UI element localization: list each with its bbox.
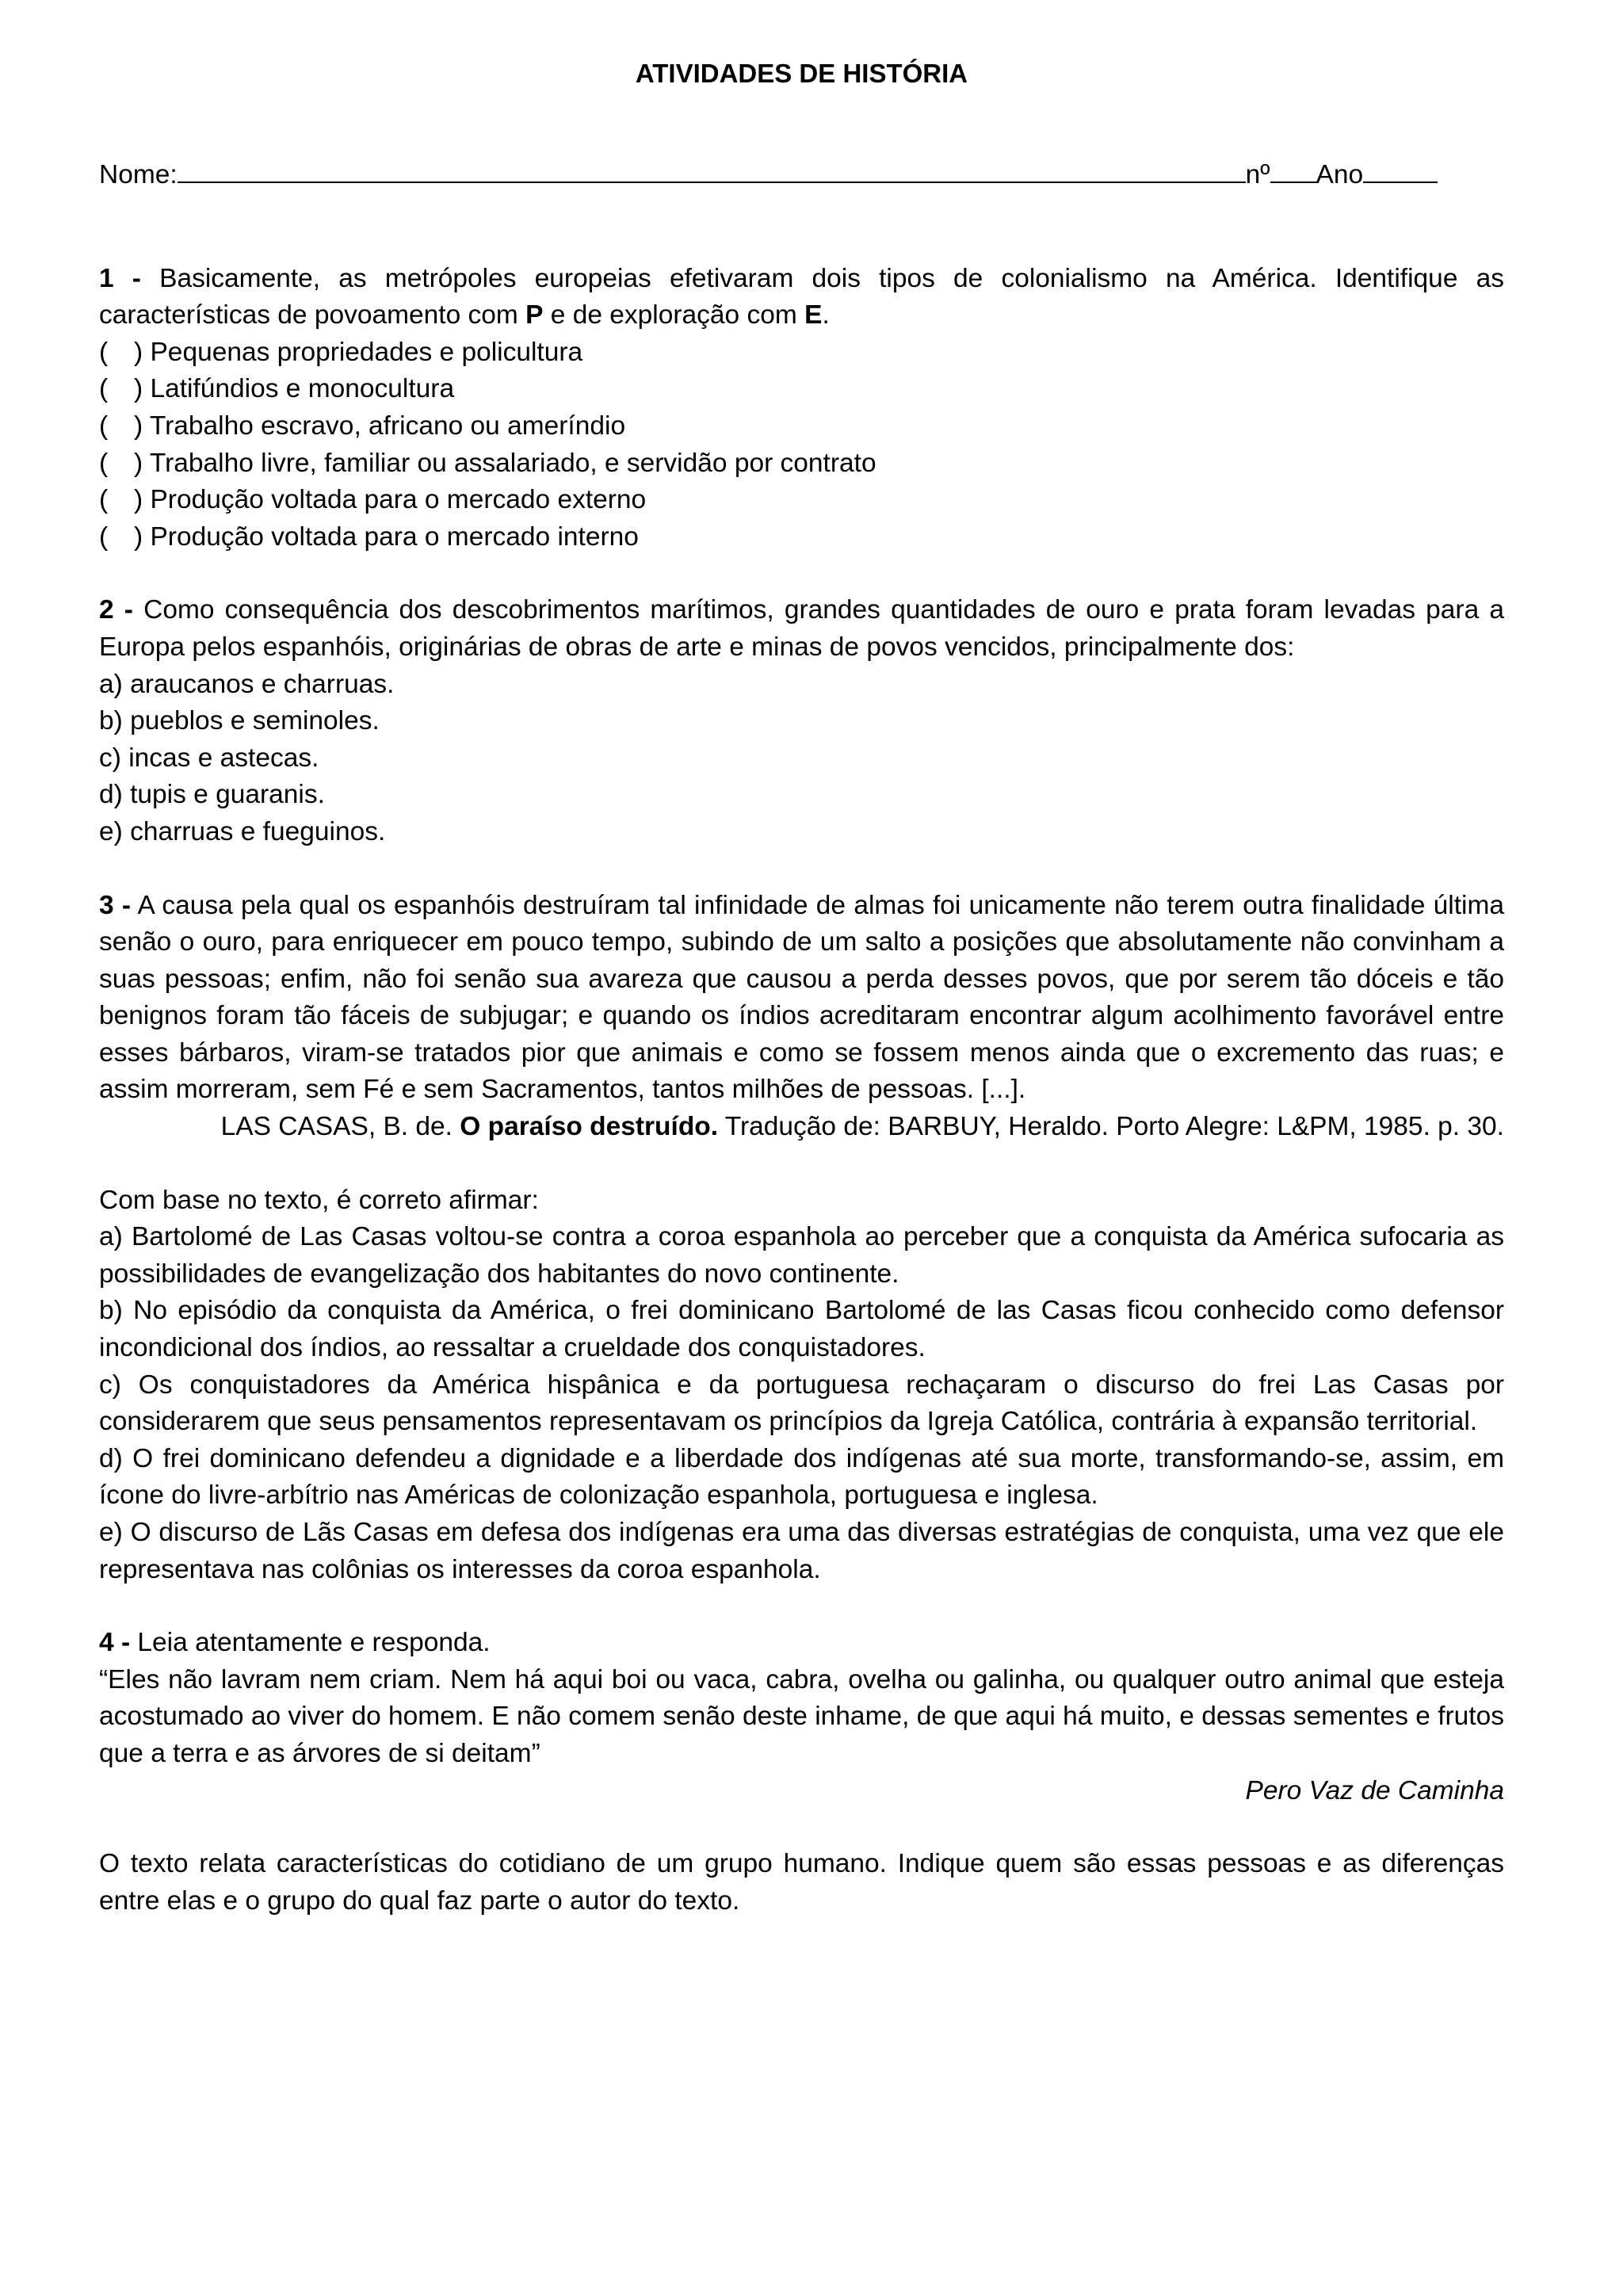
q1-option[interactable] xyxy=(99,371,1504,408)
q1-option[interactable] xyxy=(99,408,1504,445)
q2-option-e[interactable]: e) charruas e fueguinos. xyxy=(99,816,386,846)
answer-paren: ( xyxy=(99,448,109,478)
student-info-line xyxy=(99,157,1446,194)
q1-option[interactable] xyxy=(99,334,1504,372)
question-3-number: 3 - xyxy=(99,890,132,920)
question-1-number: 1 - xyxy=(99,263,141,293)
question-4-quote: “Eles não lavram nem criam. Nem há aqui boi ou vaca, cabra, ovelha ou galinha, ou qualquer outro animal que esteja acostumado ao viver do homem. E não comem senão deste inhame, de que aqui há muito, e dessas sementes e frutos que a terra e as árvores de si deitam” xyxy=(99,1664,1504,1768)
nome-blank[interactable] xyxy=(178,158,1246,183)
q1-option-text: ) Trabalho escravo, africano ou ameríndio xyxy=(134,411,626,441)
p-letter: P xyxy=(525,300,544,330)
citation-details: Tradução de: BARBUY, Heraldo. Porto Alegre: L&PM, 1985. p. 30. xyxy=(718,1112,1504,1142)
q1-option[interactable] xyxy=(99,519,1504,556)
question-4-question: O texto relata características do cotidiano de um grupo humano. Indique quem são essas pessoas e as diferenças entre elas e o grupo do qual faz parte o autor do texto. xyxy=(99,1849,1504,1916)
q1-option[interactable] xyxy=(99,445,1504,483)
question-1-statement xyxy=(99,261,1504,334)
q1-option-text: ) Produção voltada para o mercado interno xyxy=(134,521,639,552)
citation-title: O paraíso destruído. xyxy=(460,1112,719,1142)
q3-option-c[interactable]: c) Os conquistadores da América hispânica e da portuguesa rechaçaram o discurso do frei Las Casas por considerarem que seus pensamentos representavam os princípios da Igreja Católica, contrária à expansão territorial. xyxy=(99,1370,1504,1437)
question-3-citation xyxy=(99,1109,1504,1146)
q1-option[interactable] xyxy=(99,482,1504,519)
question-2-statement xyxy=(99,592,1504,666)
nome-label: Nome: xyxy=(99,160,178,189)
citation-author: LAS CASAS, B. de. xyxy=(220,1112,460,1142)
question-2-number: 2 - xyxy=(99,595,133,625)
question-3 xyxy=(99,888,1504,1589)
q2-option-c[interactable]: c) incas e astecas. xyxy=(99,743,319,773)
e-letter: E xyxy=(804,300,823,330)
q2-option-b[interactable]: b) pueblos e seminoles. xyxy=(99,706,380,736)
question-4-intro: Leia atentamente e responda. xyxy=(137,1628,491,1658)
answer-paren: ( xyxy=(99,374,109,404)
q3-option-d[interactable]: d) O frei dominicano defendeu a dignidade e a liberdade dos indígenas até sua morte, transformando-se, assim, em ícone do livre-arbítrio nas Américas de colonização espanhola, portuguesa e inglesa. xyxy=(99,1443,1504,1511)
numero-label: nº xyxy=(1245,160,1270,189)
question-4-author: Pero Vaz de Caminha xyxy=(1245,1775,1504,1805)
question-4-intro-line xyxy=(99,1625,1504,1662)
q3-option-a[interactable]: a) Bartolomé de Las Casas voltou-se contra a coroa espanhola ao perceber que a conquista da América sufocaria as possibilidades de evangelização dos habitantes do novo continente. xyxy=(99,1222,1504,1289)
question-3-quote xyxy=(99,888,1504,1110)
q3-option-b[interactable]: b) No episódio da conquista da América, o frei dominicano Bartolomé de las Casas ficou conhecido como defensor incondicional dos índios, ao ressaltar a crueldade dos conquistadores. xyxy=(99,1296,1504,1363)
answer-paren: ( xyxy=(99,485,109,515)
answer-paren: ( xyxy=(99,411,109,441)
answer-paren: ( xyxy=(99,337,109,367)
numero-blank[interactable] xyxy=(1270,158,1316,183)
question-2 xyxy=(99,592,1504,850)
question-1 xyxy=(99,261,1504,556)
question-2-text: Como consequência dos descobrimentos marítimos, grandes quantidades de ouro e prata foram levadas para a Europa pelos espanhóis, originárias de obras de arte e minas de povos vencidos, principalmente dos: xyxy=(99,595,1504,662)
q2-option-a[interactable]: a) araucanos e charruas. xyxy=(99,669,395,699)
question-1-text-b: e de exploração com xyxy=(543,300,805,330)
question-3-quote-text: A causa pela qual os espanhóis destruíram tal infinidade de almas foi unicamente não terem outra finalidade última senão o ouro, para enriquecer em pouco tempo, subindo de um salto a posições que absolutamente não convinham a suas pessoas; enfim, não foi senão sua avareza que causou a perda desses povos, que por serem tão dóceis e tão benignos foram tão fáceis de subjugar; e quando os índios acreditaram encontrar algum acolhimento favorável entre esses bárbaros, viram-se tratados pior que animais e como se fossem menos ainda que o excremento das ruas; e assim morreram, sem Fé e sem Sacramentos, tantos milhões de pessoas. [...]. xyxy=(99,890,1504,1105)
question-1-text-c: . xyxy=(822,300,830,330)
q1-option-text: ) Produção voltada para o mercado externo xyxy=(134,485,647,515)
question-1-text-a: Basicamente, as metrópoles europeias efetivaram dois tipos de colonialismo na América. Identifique as características de povoamento com xyxy=(99,263,1504,330)
answer-paren: ( xyxy=(99,521,109,552)
q2-option-d[interactable]: d) tupis e guaranis. xyxy=(99,780,325,810)
page-title: ATIVIDADES DE HISTÓRIA xyxy=(635,59,968,88)
ano-blank[interactable] xyxy=(1363,158,1438,183)
q1-option-text: ) Latifúndios e monocultura xyxy=(134,374,455,404)
q3-option-e[interactable]: e) O discurso de Lãs Casas em defesa dos indígenas era uma das diversas estratégias de conquista, uma vez que ele representava nas colônias os interesses da coroa espanhola. xyxy=(99,1518,1504,1584)
question-3-prompt: Com base no texto, é correto afirmar: xyxy=(99,1185,539,1215)
question-4-number: 4 - xyxy=(99,1628,131,1658)
q1-option-text: ) Pequenas propriedades e policultura xyxy=(134,337,583,367)
question-4 xyxy=(99,1625,1504,1920)
q1-option-text: ) Trabalho livre, familiar ou assalariado, e servidão por contrato xyxy=(134,448,876,478)
ano-label: Ano xyxy=(1316,160,1364,189)
